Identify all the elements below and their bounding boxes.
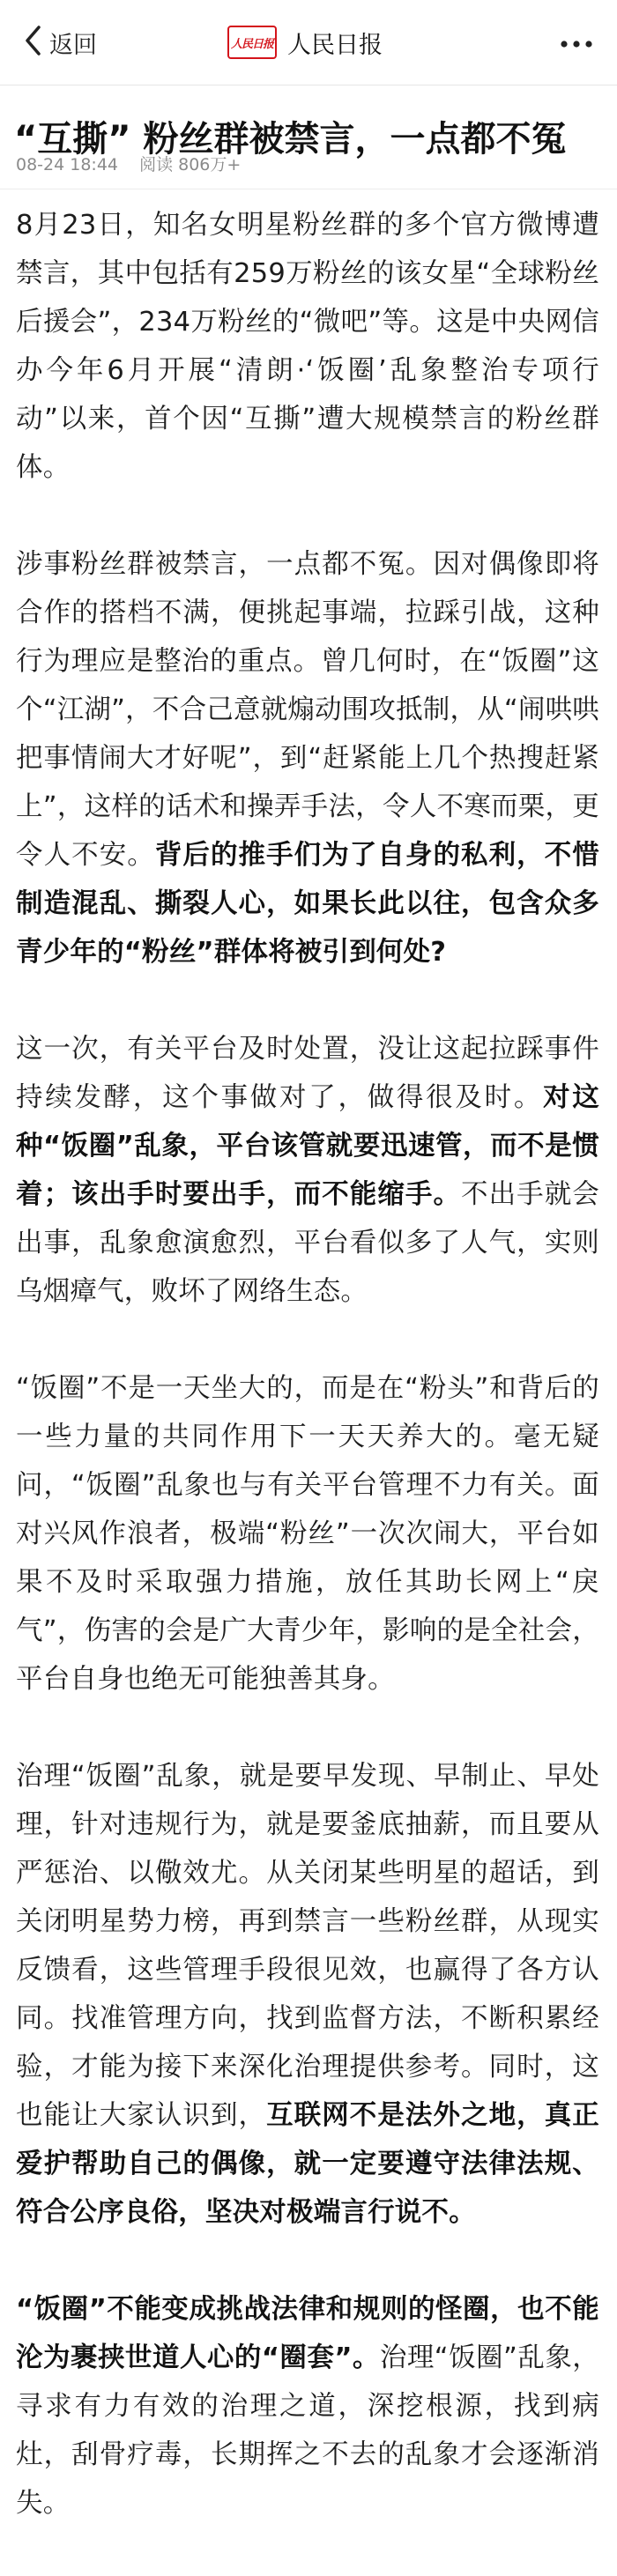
bold-text-run: 互联网不是法外之地，真正爱护帮助自己的偶像，就一定要遵守法律法规、符合公序良俗，坚决对极端言行说不。 bbox=[16, 2100, 599, 2228]
article-paragraph bbox=[16, 2285, 599, 2528]
article-paragraph bbox=[16, 201, 599, 492]
text-run: 治理“饭圈”乱象，寻求有力有效的治理之道，深挖根源，找到病灶，刮骨疗毒，长期挥之不去的乱象才会逐渐消失。 bbox=[16, 2342, 600, 2519]
publish-date: 08-24 18:44 bbox=[16, 155, 119, 174]
bold-text-run: “饭圈”不能变成挑战法律和规则的怪圈，也不能沦为裹挟世道人心的“圈套”。 bbox=[16, 2294, 599, 2373]
article-meta bbox=[16, 152, 256, 175]
text-run: 不出手就会出事，乱象愈演愈烈，平台看似多了人气，实则乌烟瘴气，败坏了网络生态。 bbox=[16, 1179, 600, 1307]
top-navigation-bar bbox=[0, 0, 617, 85]
back-label: 返回 bbox=[49, 31, 97, 59]
text-run: 8月23日，知名女明星粉丝群的多个官方微博遭禁言，其中包括有259万粉丝的该女星“全球粉丝后援会”，234万粉丝的“微吧”等。这是中央网信办今年6月开展“清朗·‘饭圈’乱象整治专项行动”以来，首个因“互撕”遭大规模禁言的粉丝群体。 bbox=[16, 210, 599, 483]
chevron-left-icon bbox=[23, 25, 42, 60]
article-title: “互撕” 粉丝群被禁言，一点都不冤 bbox=[14, 118, 567, 160]
read-count: 阅读 806万+ bbox=[139, 155, 242, 174]
bold-text-run: 对这种“饭圈”乱象，平台该管就要迅速管，而不是惯着；该出手时要出手，而不能缩手。 bbox=[16, 1082, 599, 1210]
article-paragraph bbox=[16, 1364, 599, 1704]
article-body bbox=[16, 201, 599, 2576]
back-button[interactable] bbox=[23, 23, 97, 62]
text-run: 这一次，有关平台及时处置，没让这起拉踩事件持续发酵，这个事做对了，做得很及时。 bbox=[16, 1034, 599, 1113]
article-paragraph bbox=[16, 1025, 599, 1316]
article-paragraph bbox=[16, 540, 599, 976]
bold-text-run: 背后的推手们为了自身的私利，不惜制造混乱、撕裂人心，如果长此以往，包含众多青少年的“粉丝”群体将被引到何处? bbox=[16, 840, 599, 968]
text-run: 治理“饭圈”乱象，就是要早发现、早制止、早处理，针对违规行为，就是要釜底抽薪，而且要从严惩治、以儆效尤。从关闭某些明星的超话，到关闭明星势力榜，再到禁言一些粉丝群，从现实反馈看，这些管理手段很见效，也赢得了各方认同。找准管理方向，找到监督方法，不断积累经验，才能为接下来深化治理提供参考。同时，这也能让大家认识到， bbox=[16, 1761, 599, 2131]
source-name: 人民日报 bbox=[287, 31, 383, 59]
more-options-button[interactable] bbox=[559, 28, 594, 56]
article-paragraph bbox=[16, 1752, 599, 2237]
more-icon bbox=[561, 34, 592, 51]
text-run: “饭圈”不是一天坐大的，而是在“粉头”和背后的一些力量的共同作用下一天天养大的。毫无疑问，“饭圈”乱象也与有关平台管理不力有关。面对兴风作浪者，极端“粉丝”一次次闹大，平台如果不及时采取强力措施，放任其助长网上“戾气”，伤害的会是广大青少年，影响的是全社会，平台自身也绝无可能独善其身。 bbox=[16, 1373, 599, 1695]
text-run: 涉事粉丝群被禁言，一点都不冤。因对偶像即将合作的搭档不满，便挑起事端，拉踩引战，这种行为理应是整治的重点。曾几何时，在“饭圈”这个“江湖”，不合己意就煽动围攻抵制，从“闹哄哄把事情闹大才好呢”，到“赶紧能上几个热搜赶紧上”，这样的话术和操弄手法，令人不寒而栗，更令人不安。 bbox=[16, 549, 600, 871]
source-brand[interactable] bbox=[227, 23, 383, 62]
source-logo: 人民日报 bbox=[227, 26, 277, 59]
